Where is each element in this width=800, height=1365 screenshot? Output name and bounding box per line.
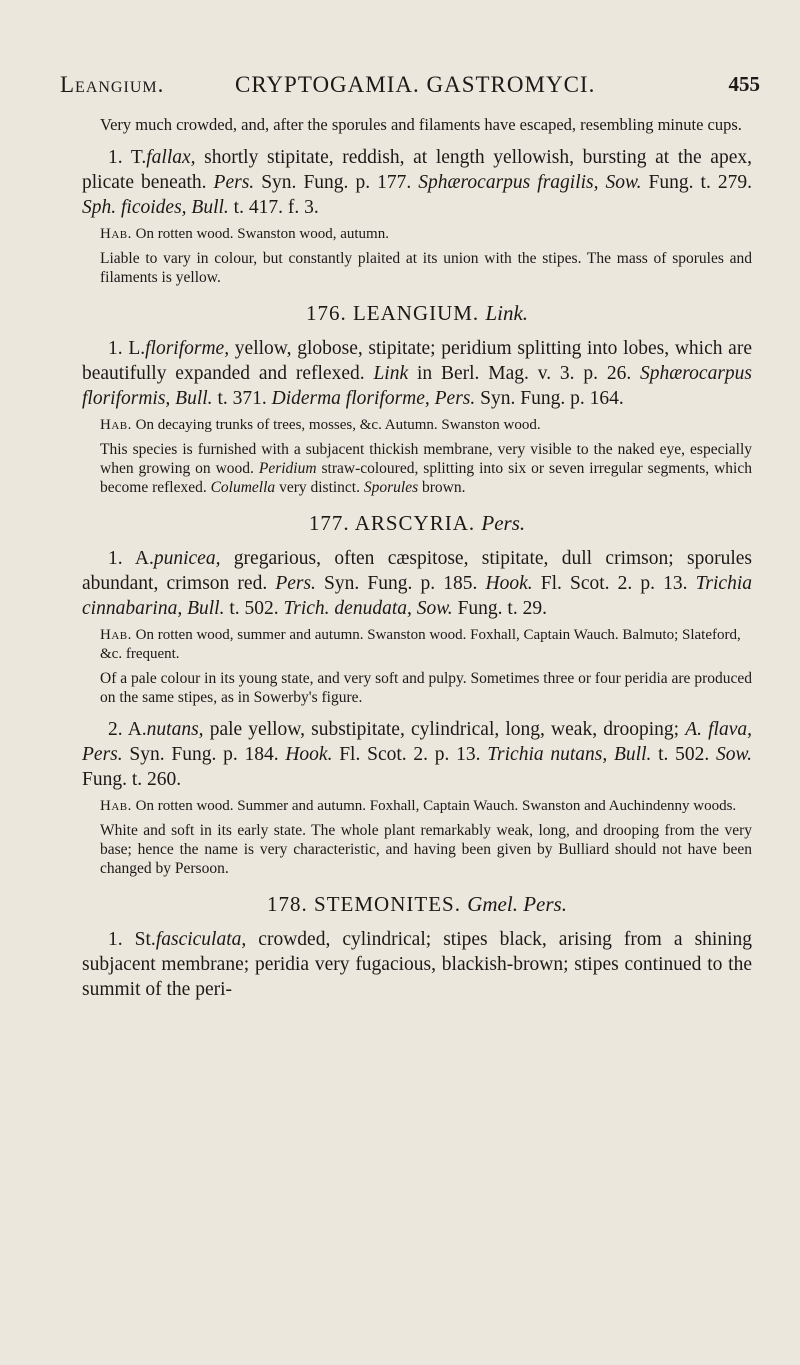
reference: Fung. t. 279. [641,172,752,193]
species-name: floriforme, [145,338,230,359]
habitat-text: On rotten wood. Summer and autumn. Foxhall, Captain Wauch. Swanston and Auchindenny woods. [131,798,737,814]
species-entry [82,546,752,621]
species-description: crowded, cylindrical; stipes black, arising from a shining subjacent membrane; peridia very fugacious, blackish-brown; stipes continued to the summit of the peri- [82,929,752,1000]
reference: t. 371. [212,388,272,409]
genus-author: Link. [485,301,529,325]
synonym: Sow. [716,744,752,765]
species-entry [82,145,752,220]
species-note [100,440,752,497]
habitat-label: Hab. [100,226,132,242]
reference: Syn. Fung. p. 185. [315,573,486,594]
reference-author: Pers. [213,172,255,193]
synonym: A. flava, Pers. [82,719,752,765]
genus-heading [82,892,752,917]
genus-title: 178. STEMONITES. [267,892,461,916]
note-text: straw-coloured, splitting into six or seven irregular segments, which become reflexed. [100,460,752,496]
note-term: Columella [210,479,276,496]
note-term: Sporules [363,479,419,496]
habitat-line [100,626,752,664]
species-description: gregarious, often cæspitose, stipitate, dull crimson; sporules abundant, crimson red. [82,548,752,594]
species-note: Of a pale colour in its young state, and very soft and pulpy. Sometimes three or four peridia are produced on the same stipes, as in Sowerby's figure. [100,670,752,706]
species-number: 2. A. [108,719,147,740]
synonym: Trich. denudata, Sow. [283,598,453,619]
reference: Fung. t. 29. [452,598,547,619]
species-number: 1. L. [108,338,146,359]
note-term: Peridium [258,460,317,477]
reference: Fl. Scot. 2. p. 13. [532,573,696,594]
species-entry [82,336,752,411]
genus-heading [82,511,752,536]
genus-title: 176. LEANGIUM. [305,301,480,325]
species-entry [82,717,752,792]
species-description: yellow, globose, stipitate; peridium splitting into lobes, which are beautifully expanded and reflexed. [82,338,752,384]
species-name: fallax, [146,147,196,168]
reference-author: Link [373,363,409,384]
habitat-line [100,797,752,816]
synonym: Hook. [285,744,333,765]
note-text: brown. [418,479,466,496]
reference: Syn. Fung. p. 164. [475,388,624,409]
reference-author: Pers. [275,573,316,594]
species-description: pale yellow, substipitate, cylindrical, long, weak, drooping; [203,719,686,740]
species-number: 1. A. [108,548,154,569]
reference: Fl. Scot. 2. p. 13. [332,744,488,765]
running-head-class: CRYPTOGAMIA. GASTROMYCI. [235,72,596,97]
species-note: White and soft in its early state. The whole plant remarkably weak, long, and drooping from the very base; hence the name is very characteristic, and having been given by Bulliard should not have been changed by Persoon. [100,822,752,877]
habitat-line [100,416,752,435]
species-number: 1. T. [108,147,147,168]
synonym: Sphærocarpus floriformis, Bull. [82,363,753,409]
page-body [82,115,752,1007]
note-text: very distinct. [275,479,364,496]
reference: Syn. Fung. p. 184. [122,744,286,765]
habitat-line [100,225,752,244]
synonym: Sph. ficoides, Bull. [82,197,229,218]
reference: Syn. Fung. p. 177. [254,172,419,193]
running-header [60,72,760,104]
synonym: Sphærocarpus fragilis, Sow. [418,172,642,193]
species-name: punicea, [153,548,221,569]
continued-note: Very much crowded, and, after the sporules and filaments have escaped, resembling minute cups. [100,115,742,134]
page-number: 455 [728,72,760,96]
reference: t. 417. f. 3. [228,197,319,218]
genus-title: 177. ARSCYRIA. [308,511,476,535]
species-note: Liable to vary in colour, but constantly plaited at its union with the stipes. The mass of sporules and filaments is yellow. [100,250,752,286]
synonym: Trichia cinnabarina, Bull. [82,573,752,619]
reference: Fung. t. 260. [82,769,182,790]
genus-heading [82,301,752,326]
genus-author: Gmel. Pers. [467,892,567,916]
synonym: Hook. [485,573,533,594]
reference: t. 502. [651,744,717,765]
species-description: shortly stipitate, reddish, at length yellowish, bursting at the apex, plicate beneath. [82,147,752,193]
habitat-label: Hab. [100,417,132,433]
species-name: fasciculata, [155,929,247,950]
species-entry [82,927,752,1002]
synonym: Trichia nutans, Bull. [487,744,652,765]
running-head-genus: Leangium. [60,72,165,97]
species-number: 1. St. [108,929,156,950]
habitat-label: Hab. [100,627,132,643]
habitat-text: On rotten wood, summer and autumn. Swanston wood. Foxhall, Captain Wauch. Balmuto; Slateford, &c. frequent. [100,627,741,662]
species-name: nutans, [146,719,204,740]
reference: in Berl. Mag. v. 3. p. 26. [408,363,641,384]
note-text: This species is furnished with a subjacent thickish membrane, very visible to the naked eye, especially when growing on wood. [100,441,752,477]
reference: t. 502. [224,598,284,619]
habitat-text: On decaying trunks of trees, mosses, &c. Autumn. Swanston wood. [131,417,541,433]
habitat-label: Hab. [100,798,132,814]
genus-author: Pers. [481,511,526,535]
synonym: Diderma floriforme, Pers. [271,388,476,409]
habitat-text: On rotten wood. Swanston wood, autumn. [131,226,389,242]
